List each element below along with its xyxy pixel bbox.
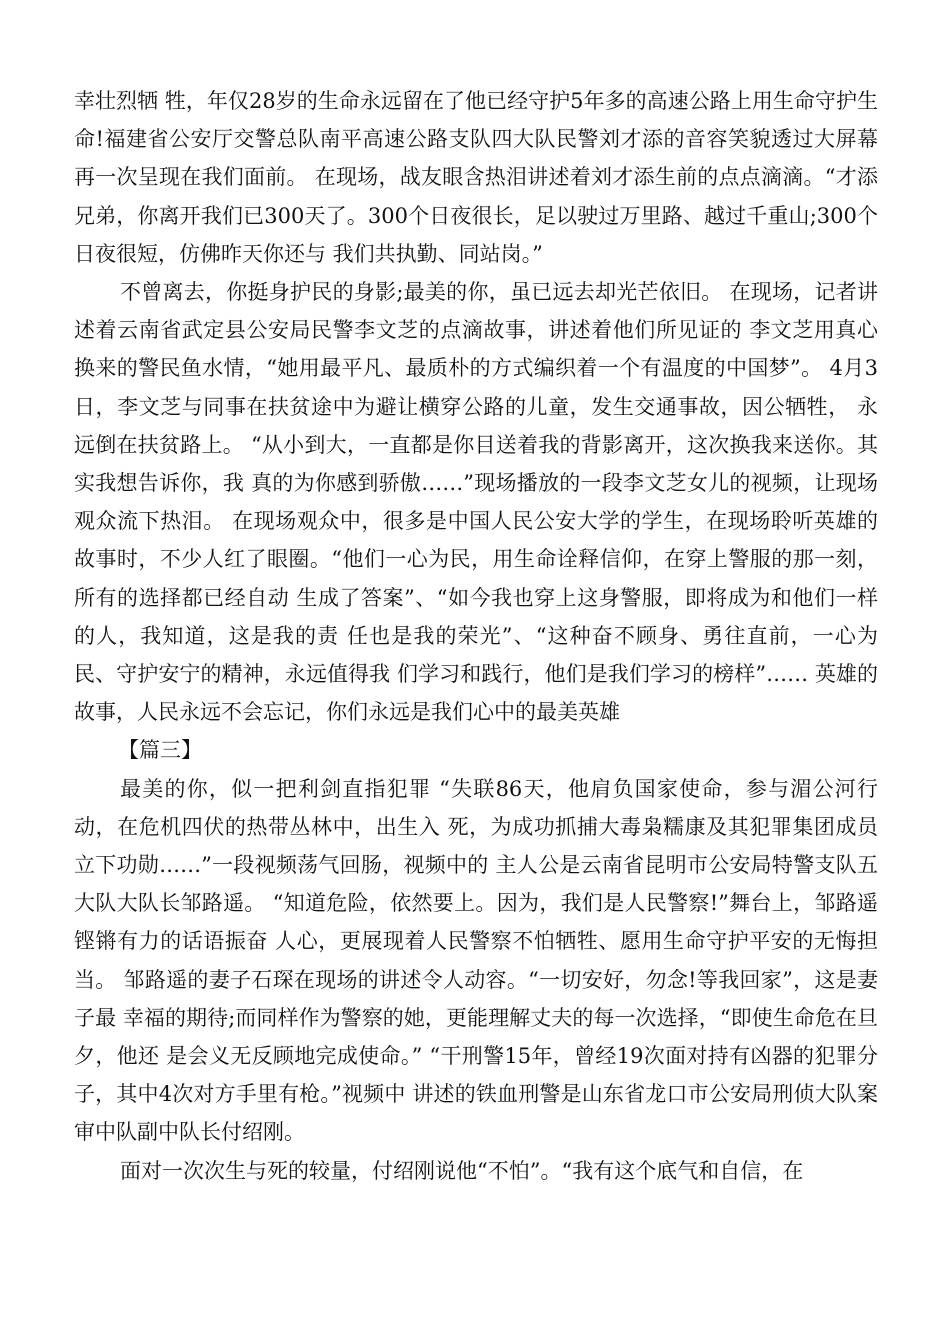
body-paragraph-4: 面对一次次生与死的较量，付绍刚说他“不怕”。“我有这个底气和自信，在 [120,1158,804,1183]
body-paragraph-2: 不曾离去，你挺身护民的身影;最美的你，虽已远去却光芒依旧。 在现场，记者讲述着云南省武定县公安局民警李文芝的点滴故事，讲述着他们所见证的 李文芝用真心换来的警民鱼水情，“她用最平凡、最质朴的方式编织着一个有温度的中国梦”。 4月3日，李文芝与同事在扶贫途中为避让横穿公路的儿童，发生交通事故，因公牺牲， 永远倒在扶贫路上。 “从小到大，一直都是你目送着我的背影离开，这次换我来送你。其实我想告诉你，我 真的为你感到骄傲……”现场播放的一段李文芝女儿的视频，让现场观众流下热泪。 在现场观众中，很多是中国人民公安大学的学生，在现场聆听英雄的故事时，不少人红了眼圈。“他们一心为民，用生命诠释信仰，在穿上警服的那一刻，所有的选择都已经自动 生成了答案”、“如今我也穿上这身警服，即将成为和他们一样的人，我知道，这是我的责 任也是我的荣光”、“这种奋不顾身、勇往直前，一心为民、守护安宁的精神，永远值得我 们学习和践行，他们是我们学习的榜样”…… 英雄的故事，人民永远不会忘记，你们永远是我们心中的最美英雄 [74,280,878,725]
body-paragraph-3: 最美的你，似一把利剑直指犯罪 “失联86天，他肩负国家使命，参与湄公河行动，在危机四伏的热带丛林中，出生入 死，为成功抓捕大毒枭糯康及其犯罪集团成员立下功勋……”一段视频荡气回肠，视频中的 主人公是云南省昆明市公安局特警支队五大队大队长邹路遥。 “知道危险，依然要上。因为，我们是人民警察!”舞台上，邹路遥铿锵有力的话语振奋 人心，更展现着人民警察不怕牺牲、愿用生命守护平安的无悔担当。 邹路遥的妻子石琛在现场的讲述令人动容。“一切安好，勿念!等我回家”，这是妻子最 幸福的期待;而同样作为警察的她，更能理解丈夫的每一次选择，“即使生命危在旦夕，他还 是会义无反顾地完成使命。” “干刑警15年，曾经19次面对持有凶器的犯罪分子，其中4次对方手里有枪。”视频中 讲述的铁血刑警是山东省龙口市公安局刑侦大队案审中队副中队长付绍刚。 [74,776,878,1145]
body-paragraph-1: 幸壮烈牺 牲，年仅28岁的生命永远留在了他已经守护5年多的高速公路上用生命守护生命!福建省公安厅交警总队南平高速公路支队四大队民警刘才添的音容笑貌透过大屏幕再一次呈现在我们面前。 在现场，战友眼含热泪讲述着刘才添生前的点点滴滴。“才添兄弟，你离开我们已300天了。300个日夜很长，足以驶过万里路、越过千重山;300个日夜很短，仿佛昨天你还与 我们共执勤、同站岗。” [74,89,878,266]
section-heading: 【篇三】 [118,738,202,763]
